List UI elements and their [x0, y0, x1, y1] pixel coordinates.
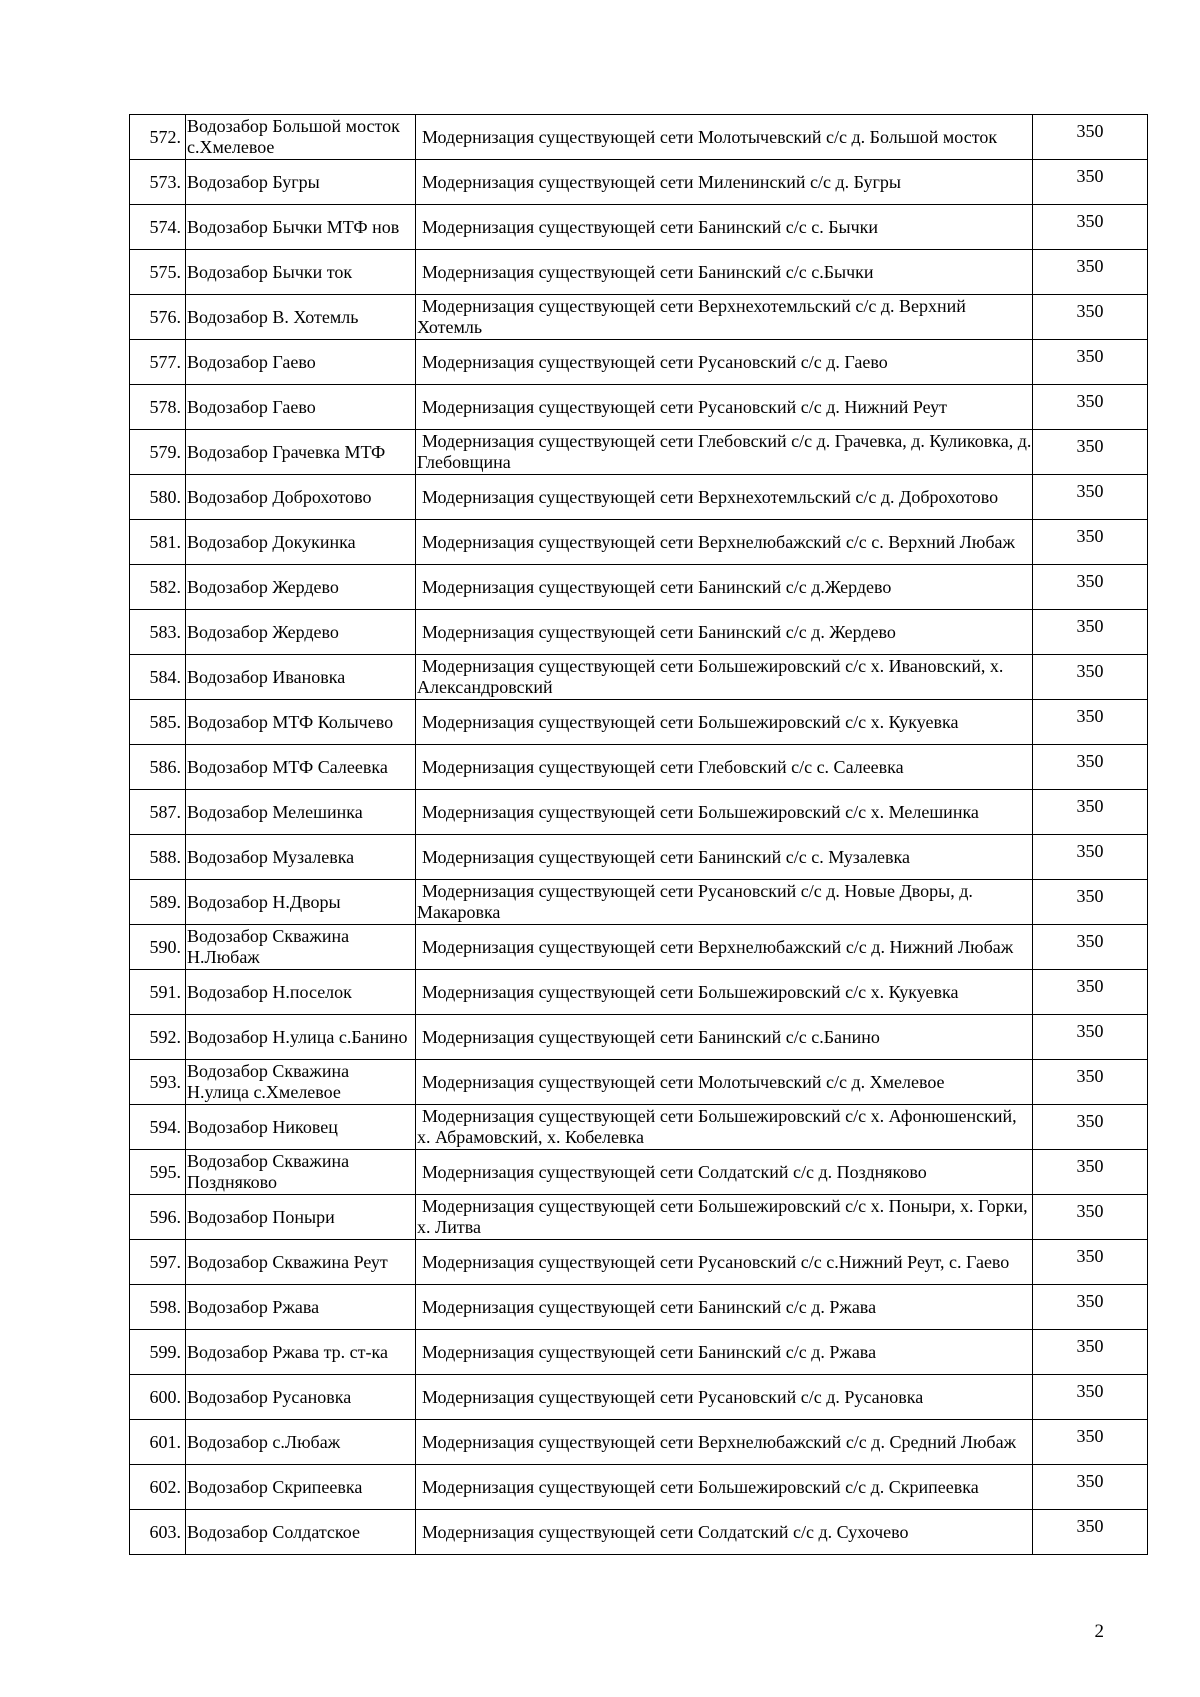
water-intake-name	[186, 565, 416, 610]
table-row	[130, 160, 1148, 205]
water-intake-name	[186, 115, 416, 160]
water-intake-name	[186, 475, 416, 520]
water-intake-name-text: Водозабор Бычки МТФ нов	[187, 216, 400, 237]
water-intake-name-text: Водозабор Н.Дворы	[187, 891, 341, 912]
row-number-text: 572.	[149, 126, 181, 147]
modernization-description-text: Модернизация существующей сети Русановский с/с с.Нижний Реут, с. Гаево	[422, 1251, 1010, 1272]
table-row	[130, 1150, 1148, 1195]
water-intake-name	[186, 925, 416, 970]
water-intake-name-text: Водозабор Ржава	[187, 1296, 320, 1317]
value-cell	[1033, 385, 1148, 430]
row-number	[130, 250, 186, 295]
row-number	[130, 880, 186, 925]
table-row	[130, 880, 1148, 925]
table-row	[130, 565, 1148, 610]
value-cell-text: 350	[1076, 1156, 1104, 1176]
value-cell	[1033, 790, 1148, 835]
table-row	[130, 1510, 1148, 1555]
table-row	[130, 835, 1148, 880]
row-number-text: 602.	[149, 1476, 181, 1497]
modernization-description-text: Модернизация существующей сети Молотычевский с/с д. Хмелевое	[422, 1071, 945, 1092]
water-intake-name	[186, 340, 416, 385]
row-number-text: 573.	[149, 171, 181, 192]
value-cell	[1033, 1240, 1148, 1285]
table-row	[130, 430, 1148, 475]
value-cell	[1033, 1285, 1148, 1330]
value-cell-text: 350	[1076, 616, 1104, 636]
table-row	[130, 1285, 1148, 1330]
modernization-description-text: Модернизация существующей сети Верхнехотемльский с/с д. Доброхотово	[422, 486, 999, 507]
modernization-description-text: Модернизация существующей сети Глебовский с/с д. Грачевка, д. Куликовка, д. Глебовщина	[417, 431, 1032, 472]
row-number-text: 598.	[149, 1296, 181, 1317]
row-number-text: 595.	[149, 1161, 181, 1182]
row-number	[130, 115, 186, 160]
water-intake-name-text: Водозабор Бычки ток	[187, 261, 353, 282]
table-row	[130, 745, 1148, 790]
modernization-description	[416, 880, 1033, 925]
modernization-description	[416, 925, 1033, 970]
modernization-description	[416, 700, 1033, 745]
water-intake-name-text: Водозабор Музалевка	[187, 846, 355, 867]
modernization-description-text: Модернизация существующей сети Миленинский с/с д. Бугры	[422, 171, 902, 192]
value-cell-text: 350	[1076, 391, 1104, 411]
water-intake-name	[186, 880, 416, 925]
water-intake-name-text: Водозабор Гаево	[187, 396, 316, 417]
modernization-description-text: Модернизация существующей сети Банинский с/с д. Ржава	[422, 1296, 877, 1317]
row-number-text: 576.	[149, 306, 181, 327]
row-number	[130, 835, 186, 880]
row-number-text: 578.	[149, 396, 181, 417]
modernization-description	[416, 835, 1033, 880]
value-cell	[1033, 1420, 1148, 1465]
value-cell	[1033, 520, 1148, 565]
value-cell-text: 350	[1076, 1291, 1104, 1311]
modernization-description-text: Модернизация существующей сети Русановский с/с д. Русановка	[422, 1386, 924, 1407]
table-row	[130, 1195, 1148, 1240]
water-intake-name-text: Водозабор Солдатское	[187, 1521, 360, 1542]
modernization-description-text: Модернизация существующей сети Большежировский с/с х. Кукуевка	[422, 711, 959, 732]
table-row	[130, 1060, 1148, 1105]
table-row	[130, 340, 1148, 385]
water-intake-name-text: Водозабор Грачевка МТФ	[187, 441, 386, 462]
water-intake-name	[186, 1150, 416, 1195]
value-cell	[1033, 1465, 1148, 1510]
value-cell-text: 350	[1076, 346, 1104, 366]
value-cell	[1033, 1330, 1148, 1375]
row-number-text: 580.	[149, 486, 181, 507]
row-number	[130, 430, 186, 475]
modernization-description-text: Модернизация существующей сети Большежировский с/с х. Поныри, х. Горки, х. Литва	[417, 1196, 1028, 1237]
row-number-text: 603.	[149, 1521, 181, 1542]
water-intake-name-text: Водозабор с.Любаж	[187, 1431, 341, 1452]
table-row	[130, 115, 1148, 160]
row-number-text: 599.	[149, 1341, 181, 1362]
value-cell-text: 350	[1076, 526, 1104, 546]
modernization-description	[416, 1150, 1033, 1195]
water-intake-name	[186, 1330, 416, 1375]
modernization-description-text: Модернизация существующей сети Банинский с/с с. Музалевка	[422, 846, 910, 867]
water-intake-name	[186, 1375, 416, 1420]
water-intake-name	[186, 700, 416, 745]
value-cell-text: 350	[1076, 1336, 1104, 1356]
row-number	[130, 1015, 186, 1060]
modernization-description	[416, 1015, 1033, 1060]
row-number-text: 574.	[149, 216, 181, 237]
water-intake-name	[186, 1195, 416, 1240]
modernization-description-text: Модернизация существующей сети Большежировский с/с х. Афонюшенский, х. Абрамовский, х. Кобелевка	[417, 1106, 1017, 1147]
water-intake-name	[186, 1105, 416, 1150]
modernization-description-text: Модернизация существующей сети Глебовский с/с с. Салеевка	[422, 756, 904, 777]
table-row	[130, 970, 1148, 1015]
row-number-text: 583.	[149, 621, 181, 642]
row-number-text: 596.	[149, 1206, 181, 1227]
row-number-text: 590.	[149, 936, 181, 957]
value-cell-text: 350	[1076, 1246, 1104, 1266]
modernization-description	[416, 160, 1033, 205]
modernization-description-text: Модернизация существующей сети Банинский с/с с.Бычки	[422, 261, 874, 282]
row-number-text: 584.	[149, 666, 181, 687]
value-cell	[1033, 835, 1148, 880]
modernization-description	[416, 250, 1033, 295]
table-body	[130, 115, 1148, 1555]
water-intake-name	[186, 295, 416, 340]
value-cell	[1033, 1105, 1148, 1150]
modernization-description-text: Модернизация существующей сети Русановский с/с д. Гаево	[422, 351, 888, 372]
value-cell	[1033, 1510, 1148, 1555]
value-cell	[1033, 205, 1148, 250]
modernization-description-text: Модернизация существующей сети Солдатский с/с д. Поздняково	[422, 1161, 927, 1182]
table-row	[130, 1465, 1148, 1510]
water-intake-name	[186, 1015, 416, 1060]
modernization-description-text: Модернизация существующей сети Большежировский с/с х. Мелешинка	[422, 801, 979, 822]
row-number-text: 575.	[149, 261, 181, 282]
row-number	[130, 610, 186, 655]
modernization-description	[416, 1285, 1033, 1330]
row-number	[130, 1465, 186, 1510]
water-intake-name-text: Водозабор В. Хотемль	[187, 306, 359, 327]
table-row	[130, 385, 1148, 430]
row-number	[130, 1375, 186, 1420]
value-cell	[1033, 1060, 1148, 1105]
modernization-description-text: Модернизация существующей сети Банинский с/с д. Ржава	[422, 1341, 877, 1362]
water-intake-name-text: Водозабор Гаево	[187, 351, 316, 372]
water-intake-name	[186, 520, 416, 565]
table-row	[130, 1240, 1148, 1285]
value-cell-text: 350	[1076, 121, 1104, 141]
table-row	[130, 790, 1148, 835]
modernization-description	[416, 790, 1033, 835]
water-intake-name	[186, 610, 416, 655]
row-number	[130, 1510, 186, 1555]
modernization-description	[416, 475, 1033, 520]
water-intake-name-text: Водозабор Мелешинка	[187, 801, 363, 822]
water-intake-name-text: Водозабор Скрипеевка	[187, 1476, 363, 1497]
row-number	[130, 475, 186, 520]
table-row	[130, 475, 1148, 520]
row-number-text: 586.	[149, 756, 181, 777]
value-cell-text: 350	[1076, 706, 1104, 726]
table-row	[130, 610, 1148, 655]
water-intake-name	[186, 205, 416, 250]
water-intake-name	[186, 835, 416, 880]
row-number	[130, 1150, 186, 1195]
water-intake-name-text: Водозабор Скважина Н.Любаж	[187, 926, 350, 967]
modernization-description-text: Модернизация существующей сети Верхнелюбажский с/с с. Верхний Любаж	[422, 531, 1015, 552]
modernization-description	[416, 970, 1033, 1015]
row-number-text: 594.	[149, 1116, 181, 1137]
modernization-description	[416, 1465, 1033, 1510]
water-intake-name-text: Водозабор МТФ Салеевка	[187, 756, 388, 777]
water-intake-name	[186, 160, 416, 205]
table-row	[130, 1105, 1148, 1150]
modernization-description	[416, 1060, 1033, 1105]
value-cell-text: 350	[1076, 1516, 1104, 1536]
row-number	[130, 205, 186, 250]
row-number-text: 577.	[149, 351, 181, 372]
modernization-description-text: Модернизация существующей сети Большежировский с/с д. Скрипеевка	[422, 1476, 979, 1497]
water-intake-name-text: Водозабор Ржава тр. ст-ка	[187, 1341, 388, 1362]
value-cell-text: 350	[1076, 301, 1104, 321]
modernization-description	[416, 1420, 1033, 1465]
row-number-text: 581.	[149, 531, 181, 552]
value-cell-text: 350	[1076, 436, 1104, 456]
water-intake-name	[186, 250, 416, 295]
water-intake-name-text: Водозабор Русановка	[187, 1386, 352, 1407]
modernization-description-text: Модернизация существующей сети Солдатский с/с д. Сухочево	[422, 1521, 909, 1542]
value-cell	[1033, 1375, 1148, 1420]
modernization-description	[416, 1510, 1033, 1555]
water-intake-name-text: Водозабор Жердево	[187, 621, 339, 642]
row-number-text: 592.	[149, 1026, 181, 1047]
row-number-text: 600.	[149, 1386, 181, 1407]
row-number	[130, 970, 186, 1015]
table-row	[130, 925, 1148, 970]
value-cell-text: 350	[1076, 1471, 1104, 1491]
value-cell	[1033, 1015, 1148, 1060]
modernization-description	[416, 340, 1033, 385]
row-number	[130, 790, 186, 835]
table-row	[130, 700, 1148, 745]
modernization-description	[416, 565, 1033, 610]
row-number	[130, 1060, 186, 1105]
water-intake-name-text: Водозабор Жердево	[187, 576, 339, 597]
table-row	[130, 1015, 1148, 1060]
row-number-text: 593.	[149, 1071, 181, 1092]
modernization-description-text: Модернизация существующей сети Банинский с/с д. Жердево	[422, 621, 896, 642]
table-row	[130, 205, 1148, 250]
value-cell-text: 350	[1076, 256, 1104, 276]
row-number-text: 601.	[149, 1431, 181, 1452]
value-cell	[1033, 880, 1148, 925]
row-number	[130, 1105, 186, 1150]
row-number	[130, 565, 186, 610]
row-number	[130, 295, 186, 340]
modernization-description	[416, 1195, 1033, 1240]
modernization-description-text: Модернизация существующей сети Русановский с/с д. Новые Дворы, д. Макаровка	[417, 881, 973, 922]
water-intake-name-text: Водозабор Н.улица с.Банино	[187, 1026, 408, 1047]
water-intake-name-text: Водозабор Большой мосток с.Хмелевое	[187, 116, 400, 157]
document-table	[129, 114, 1148, 1555]
row-number-text: 582.	[149, 576, 181, 597]
water-intake-name-text: Водозабор Скважина Реут	[187, 1251, 388, 1272]
modernization-description	[416, 205, 1033, 250]
row-number	[130, 1240, 186, 1285]
water-intake-name-text: Водозабор Скважина Н.улица с.Хмелевое	[187, 1061, 350, 1102]
table-row	[130, 1330, 1148, 1375]
modernization-description-text: Модернизация существующей сети Верхнехотемльский с/с д. Верхний Хотемль	[417, 296, 966, 337]
modernization-description-text: Модернизация существующей сети Большежировский с/с х. Ивановский, х. Александровский	[417, 656, 1004, 697]
modernization-description	[416, 385, 1033, 430]
value-cell-text: 350	[1076, 1201, 1104, 1221]
value-cell	[1033, 745, 1148, 790]
modernization-description	[416, 1330, 1033, 1375]
water-intake-name	[186, 1060, 416, 1105]
value-cell	[1033, 655, 1148, 700]
value-cell	[1033, 925, 1148, 970]
row-number	[130, 1285, 186, 1330]
water-intake-name	[186, 1240, 416, 1285]
modernization-description	[416, 1105, 1033, 1150]
value-cell-text: 350	[1076, 886, 1104, 906]
modernization-description	[416, 430, 1033, 475]
modernization-description	[416, 1240, 1033, 1285]
water-intake-name	[186, 745, 416, 790]
value-cell-text: 350	[1076, 931, 1104, 951]
value-cell	[1033, 115, 1148, 160]
row-number-text: 585.	[149, 711, 181, 732]
value-cell-text: 350	[1076, 481, 1104, 501]
water-intake-name	[186, 385, 416, 430]
value-cell-text: 350	[1076, 1021, 1104, 1041]
value-cell-text: 350	[1076, 751, 1104, 771]
row-number	[130, 385, 186, 430]
water-intake-name-text: Водозабор Ивановка	[187, 666, 346, 687]
row-number	[130, 1420, 186, 1465]
row-number-text: 579.	[149, 441, 181, 462]
row-number-text: 588.	[149, 846, 181, 867]
row-number	[130, 1330, 186, 1375]
water-intake-name-text: Водозабор Скважина Поздняково	[187, 1151, 350, 1192]
table-row	[130, 655, 1148, 700]
modernization-description-text: Модернизация существующей сети Банинский с/с с. Бычки	[422, 216, 879, 237]
modernization-description-text: Модернизация существующей сети Банинский с/с д.Жердево	[422, 576, 892, 597]
modernization-description	[416, 745, 1033, 790]
water-intake-name	[186, 970, 416, 1015]
row-number	[130, 700, 186, 745]
water-intake-name-text: Водозабор Докукинка	[187, 531, 356, 552]
value-cell	[1033, 1195, 1148, 1240]
row-number	[130, 340, 186, 385]
row-number-text: 597.	[149, 1251, 181, 1272]
water-intake-name	[186, 1420, 416, 1465]
modernization-description	[416, 655, 1033, 700]
value-cell	[1033, 700, 1148, 745]
table-row	[130, 520, 1148, 565]
modernization-description-text: Модернизация существующей сети Верхнелюбажский с/с д. Средний Любаж	[422, 1431, 1017, 1452]
row-number	[130, 745, 186, 790]
value-cell	[1033, 295, 1148, 340]
value-cell-text: 350	[1076, 841, 1104, 861]
value-cell	[1033, 430, 1148, 475]
water-intake-name	[186, 1465, 416, 1510]
row-number	[130, 655, 186, 700]
modernization-description-text: Модернизация существующей сети Верхнелюбажский с/с д. Нижний Любаж	[422, 936, 1014, 957]
water-intake-name	[186, 1285, 416, 1330]
water-intake-name-text: Водозабор Н.поселок	[187, 981, 352, 1002]
table-row	[130, 295, 1148, 340]
water-intake-name	[186, 1510, 416, 1555]
value-cell-text: 350	[1076, 1426, 1104, 1446]
row-number	[130, 925, 186, 970]
water-intake-name-text: Водозабор Бугры	[187, 171, 320, 192]
row-number-text: 589.	[149, 891, 181, 912]
value-cell-text: 350	[1076, 796, 1104, 816]
value-cell	[1033, 340, 1148, 385]
value-cell	[1033, 160, 1148, 205]
row-number-text: 587.	[149, 801, 181, 822]
modernization-description	[416, 520, 1033, 565]
row-number	[130, 520, 186, 565]
value-cell-text: 350	[1076, 166, 1104, 186]
water-intake-name-text: Водозабор Доброхотово	[187, 486, 372, 507]
value-cell-text: 350	[1076, 1381, 1104, 1401]
water-intake-name	[186, 655, 416, 700]
modernization-description	[416, 610, 1033, 655]
value-cell-text: 350	[1076, 211, 1104, 231]
value-cell	[1033, 250, 1148, 295]
row-number-text: 591.	[149, 981, 181, 1002]
value-cell-text: 350	[1076, 976, 1104, 996]
row-number	[130, 160, 186, 205]
value-cell	[1033, 1150, 1148, 1195]
water-intake-name	[186, 430, 416, 475]
value-cell	[1033, 475, 1148, 520]
value-cell	[1033, 970, 1148, 1015]
modernization-description-text: Модернизация существующей сети Банинский с/с с.Банино	[422, 1026, 880, 1047]
value-cell	[1033, 610, 1148, 655]
modernization-description	[416, 1375, 1033, 1420]
table-row	[130, 250, 1148, 295]
modernization-description	[416, 295, 1033, 340]
water-intake-name-text: Водозабор Поныри	[187, 1206, 335, 1227]
table-row	[130, 1375, 1148, 1420]
table-row	[130, 1420, 1148, 1465]
water-intake-name-text: Водозабор МТФ Колычево	[187, 711, 394, 732]
value-cell	[1033, 565, 1148, 610]
value-cell-text: 350	[1076, 1111, 1104, 1131]
value-cell-text: 350	[1076, 661, 1104, 681]
page-number: 2	[1094, 1621, 1104, 1642]
modernization-description	[416, 115, 1033, 160]
modernization-description-text: Модернизация существующей сети Русановский с/с д. Нижний Реут	[422, 396, 948, 417]
row-number	[130, 1195, 186, 1240]
water-intake-name	[186, 790, 416, 835]
modernization-description-text: Модернизация существующей сети Молотычевский с/с д. Большой мосток	[422, 126, 998, 147]
value-cell-text: 350	[1076, 1066, 1104, 1086]
water-intake-name-text: Водозабор Никовец	[187, 1116, 338, 1137]
modernization-description-text: Модернизация существующей сети Большежировский с/с х. Кукуевка	[422, 981, 959, 1002]
value-cell-text: 350	[1076, 571, 1104, 591]
